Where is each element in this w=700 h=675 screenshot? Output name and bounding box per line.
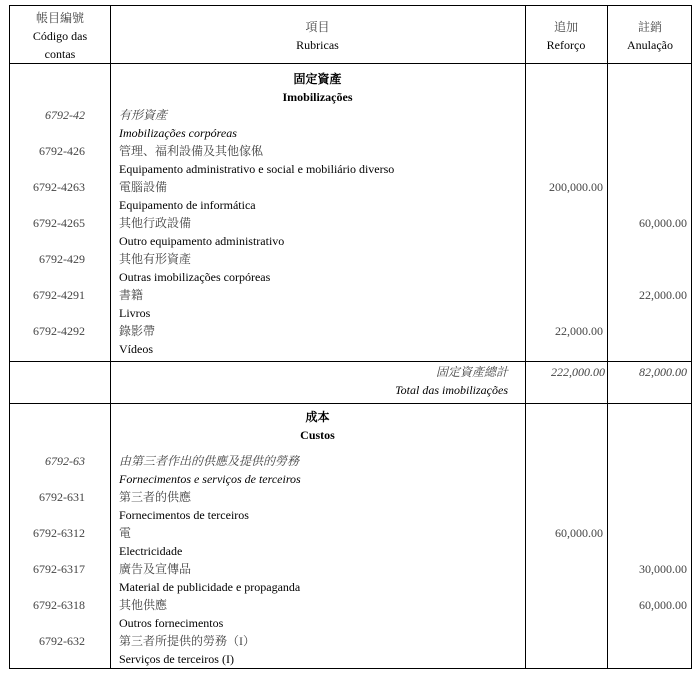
rubric-cn: 其他有形資產 bbox=[119, 252, 192, 266]
row-divider bbox=[10, 361, 691, 362]
rubric-cn: 其他供應 bbox=[119, 598, 168, 612]
account-code: 6792-4265 bbox=[33, 216, 85, 230]
total-reinforce-amount: 222,000.00 bbox=[551, 365, 605, 379]
cancel-amount: 22,000.00 bbox=[639, 288, 687, 302]
section-title-pt: Custos bbox=[300, 428, 335, 442]
account-code: 6792-6318 bbox=[33, 598, 85, 612]
rubric-pt: Fornecimentos e serviços de terceiros bbox=[119, 472, 301, 486]
header-rubric-pt: Rubricas bbox=[296, 38, 339, 52]
account-code: 6792-4291 bbox=[33, 288, 85, 302]
rubric-cn: 第三者的供應 bbox=[119, 490, 192, 504]
rubric-pt: Imobilizações corpóreas bbox=[119, 126, 237, 140]
account-code: 6792-631 bbox=[39, 490, 85, 504]
rubric-cn: 有形資產 bbox=[119, 108, 168, 122]
rubric-pt: Outras imobilizações corpóreas bbox=[119, 270, 271, 284]
rubric-cn: 其他行政設備 bbox=[119, 216, 192, 230]
header-code-pt-2: contas bbox=[44, 47, 76, 61]
header-cancel-pt: Anulação bbox=[627, 38, 673, 52]
rubric-pt: Equipamento de informática bbox=[119, 198, 256, 212]
total-label-cn: 固定資產總計 bbox=[435, 365, 508, 379]
account-code: 6792-632 bbox=[39, 634, 85, 648]
section-title-pt: Imobilizações bbox=[282, 90, 353, 104]
account-code: 6792-6312 bbox=[33, 526, 85, 540]
reinforce-amount: 200,000.00 bbox=[549, 180, 603, 194]
header-reinforce-cn: 追加 bbox=[553, 20, 578, 34]
rubric-pt: Fornecimentos de terceiros bbox=[119, 508, 249, 522]
header-reinforce-pt: Reforço bbox=[546, 38, 586, 52]
account-code: 6792-6317 bbox=[33, 562, 85, 576]
total-cancel-amount: 82,000.00 bbox=[639, 365, 687, 379]
reinforce-amount: 22,000.00 bbox=[555, 324, 603, 338]
row-divider bbox=[10, 403, 691, 404]
account-code: 6792-63 bbox=[45, 454, 85, 468]
total-label-pt: Total das imobilizações bbox=[395, 383, 508, 397]
rubric-cn: 電 bbox=[119, 526, 132, 540]
account-code: 6792-4263 bbox=[33, 180, 85, 194]
rubric-cn: 廣告及宣傳品 bbox=[119, 562, 192, 576]
rubric-cn: 書籍 bbox=[119, 288, 144, 302]
account-code: 6792-4292 bbox=[33, 324, 85, 338]
rubric-pt: Vídeos bbox=[119, 342, 153, 356]
rubric-pt: Outros fornecimentos bbox=[119, 616, 224, 630]
rubric-pt: Material de publicidade e propaganda bbox=[119, 580, 301, 594]
reinforce-amount: 60,000.00 bbox=[555, 526, 603, 540]
rubric-pt: Serviços de terceiros (I) bbox=[119, 652, 234, 666]
budget-table bbox=[9, 5, 692, 669]
rubric-cn: 第三者所提供的勞務（I） bbox=[119, 634, 255, 648]
section-title-cn: 固定資產 bbox=[293, 72, 342, 86]
rubric-cn: 錄影帶 bbox=[119, 324, 156, 338]
cancel-amount: 60,000.00 bbox=[639, 598, 687, 612]
cancel-amount: 30,000.00 bbox=[639, 562, 687, 576]
section-title-cn: 成本 bbox=[305, 410, 330, 424]
cancel-amount: 60,000.00 bbox=[639, 216, 687, 230]
rubric-pt: Outro equipamento administrativo bbox=[119, 234, 285, 248]
rubric-cn: 由第三者作出的供應及提供的勞務 bbox=[119, 454, 300, 468]
header-code-pt: Código das bbox=[32, 29, 88, 43]
header-rubric-cn: 項目 bbox=[305, 20, 330, 34]
account-code: 6792-42 bbox=[45, 108, 85, 122]
rubric-cn: 管理、福利設備及其他傢俬 bbox=[119, 144, 264, 158]
account-code: 6792-426 bbox=[39, 144, 85, 158]
row-divider bbox=[10, 63, 691, 64]
rubric-pt: Equipamento administrativo e social e mobiliário diverso bbox=[119, 162, 395, 176]
rubric-pt: Livros bbox=[119, 306, 151, 320]
rubric-pt: Electricidade bbox=[119, 544, 183, 558]
account-code: 6792-429 bbox=[39, 252, 85, 266]
header-cancel-cn: 註銷 bbox=[637, 20, 662, 34]
rubric-cn: 電腦設備 bbox=[119, 180, 168, 194]
header-code-cn: 帳目編號 bbox=[35, 11, 84, 25]
